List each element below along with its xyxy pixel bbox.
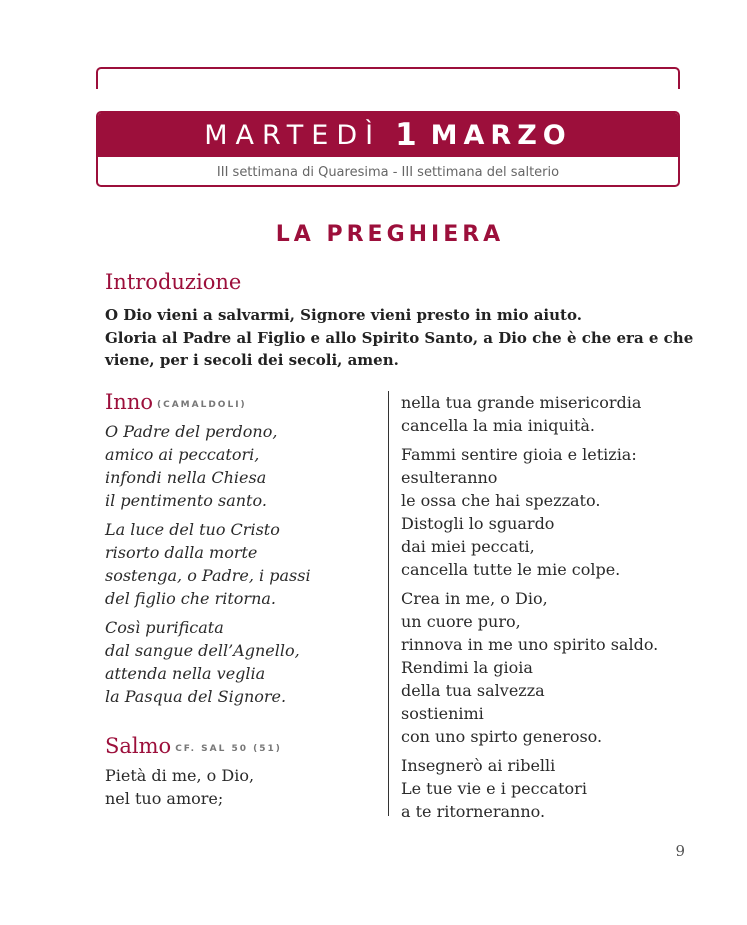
- verse-line: con uno spirto generoso.: [401, 727, 603, 746]
- verse-line: Così purificata: [105, 618, 224, 637]
- week-info: III settimana di Quaresima - III settimana del salterio: [216, 165, 560, 180]
- verse-line: O Padre del perdono,: [105, 422, 278, 441]
- verse-line: cancella la mia iniquità.: [401, 416, 596, 435]
- verse-line: Rendimi la gioia: [401, 658, 533, 677]
- verse-line: la Pasqua del Signore.: [105, 687, 287, 706]
- salmo-stanza: [401, 754, 678, 823]
- inno-heading: Inno: [105, 390, 153, 414]
- inno-stanza: [105, 616, 375, 708]
- verse-line: Crea in me, o Dio,: [401, 589, 548, 608]
- salmo-stanza: [105, 764, 375, 810]
- intro-line: viene, per i secoli dei secoli, amen.: [105, 351, 399, 369]
- verse-line: Pietà di me, o Dio,: [105, 766, 255, 785]
- verse-line: amico ai peccatori,: [105, 445, 260, 464]
- intro-line: O Dio vieni a salvarmi, Signore vieni presto in mio aiuto.: [105, 306, 582, 324]
- left-column: [105, 390, 375, 816]
- salmo-stanza: [401, 391, 678, 437]
- introduzione-heading: Introduzione: [105, 270, 242, 294]
- verse-line: nel tuo amore;: [105, 789, 224, 808]
- verse-line: dai miei peccati,: [401, 537, 535, 556]
- salmo-heading-row: [105, 734, 375, 758]
- verse-line: le ossa che hai spezzato.: [401, 491, 601, 510]
- weekday: MARTEDÌ: [204, 119, 382, 151]
- salmo-stanza: [401, 443, 678, 581]
- inno-stanza: [105, 420, 375, 512]
- verse-line: a te ritorneranno.: [401, 802, 546, 821]
- verse-line: Le tue vie e i peccatori: [401, 779, 587, 798]
- inno-source: (CAMALDOLI): [157, 400, 247, 410]
- inno-stanza: [105, 518, 375, 610]
- verse-line: attenda nella veglia: [105, 664, 266, 683]
- verse-line: rinnova in me uno spirito saldo.: [401, 635, 659, 654]
- verse-line: dal sangue dell’Agnello,: [105, 641, 300, 660]
- verse-line: Distogli lo sguardo: [401, 514, 555, 533]
- month: MARZO: [430, 119, 572, 151]
- verse-line: risorto dalla morte: [105, 543, 258, 562]
- verse-line: cancella tutte le mie colpe.: [401, 560, 621, 579]
- date-box: [96, 111, 680, 187]
- verse-line: della tua salvezza: [401, 681, 545, 700]
- right-column: [388, 391, 678, 821]
- verse-line: sostienimi: [401, 704, 484, 723]
- date-bar: [98, 113, 678, 157]
- salmo-heading: Salmo: [105, 734, 172, 758]
- page-number: 9: [675, 842, 685, 860]
- verse-line: del figlio che ritorna.: [105, 589, 277, 608]
- verse-line: un cuore puro,: [401, 612, 521, 631]
- verse-line: Fammi sentire gioia e letizia:: [401, 445, 637, 464]
- verse-line: Insegnerò ai ribelli: [401, 756, 556, 775]
- introduzione-text: [105, 304, 694, 372]
- intro-line: Gloria al Padre al Figlio e allo Spirito Santo, a Dio che è che era e che: [105, 328, 694, 347]
- verse-line: esulteranno: [401, 468, 498, 487]
- verse-line: il pentimento santo.: [105, 491, 267, 510]
- verse-line: infondi nella Chiesa: [105, 468, 267, 487]
- section-title: LA PREGHIERA: [275, 222, 505, 247]
- salmo-source: CF. SAL 50 (51): [175, 744, 282, 754]
- top-frame: [96, 67, 680, 89]
- verse-line: sostenga, o Padre, i passi: [105, 566, 311, 585]
- verse-line: La luce del tuo Cristo: [105, 520, 280, 539]
- verse-line: nella tua grande misericordia: [401, 393, 642, 412]
- inno-heading-row: [105, 390, 375, 414]
- salmo-stanza: [401, 587, 678, 748]
- day-number: 1: [395, 117, 417, 153]
